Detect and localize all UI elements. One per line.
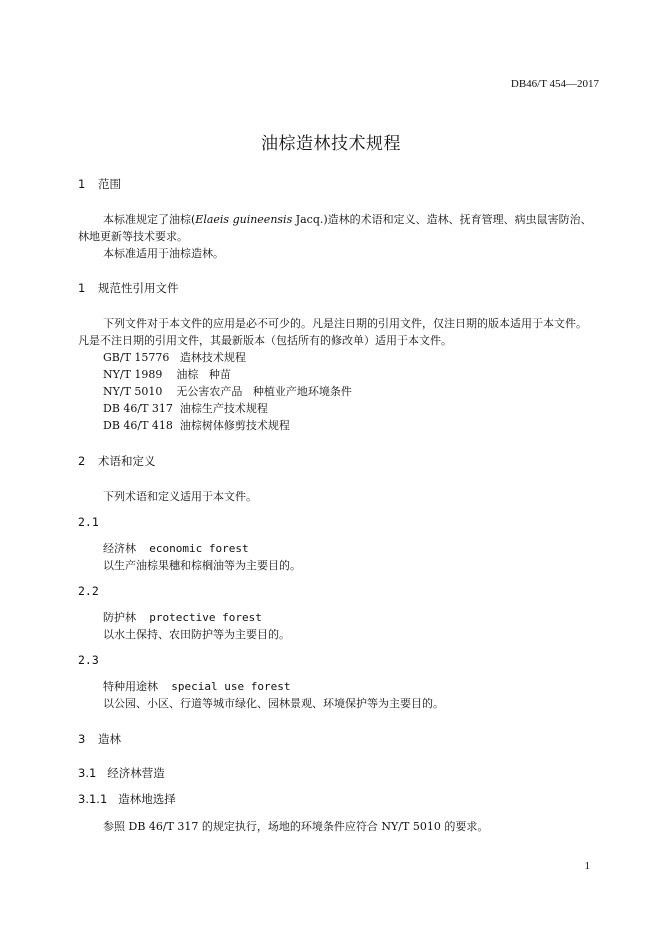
paragraph-line: 参照 DB 46/T 317 的规定执行，场地的环境条件应符合 NY/T 5010 的要求。 xyxy=(103,820,489,833)
text-run: 本标准规定了油棕( xyxy=(103,213,196,226)
section-heading-afforestation xyxy=(78,731,121,747)
term-number: 2.1 xyxy=(78,515,99,529)
term-definition: 以水土保持、农田防护等为主要目的。 xyxy=(103,628,290,641)
term-title: 防护林 protective forest xyxy=(103,611,262,624)
paragraph-line: 下列文件对于本文件的应用是必不可少的。凡是注日期的引用文件，仅注日期的版本适用于本文件。 xyxy=(103,317,587,330)
section-number: 1 xyxy=(78,177,86,191)
section-title: 术语和定义 xyxy=(98,454,156,468)
document-title: 油棕造林技术规程 xyxy=(261,134,401,154)
section-number: 3 xyxy=(78,732,86,746)
section-heading-scope xyxy=(78,176,121,192)
term-title: 经济林 economic forest xyxy=(103,542,249,555)
paragraph-line: 凡是不注日期的引用文件，其最新版本（包括所有的修改单）适用于本文件。 xyxy=(78,334,452,347)
section-title: 范围 xyxy=(98,177,121,191)
section-title: 造林 xyxy=(98,732,121,746)
paragraph-line: 林地更新等技术要求。 xyxy=(78,230,188,243)
term-number: 2.3 xyxy=(78,653,99,667)
paragraph-line xyxy=(103,211,592,227)
page-number: 1 xyxy=(584,860,590,872)
term-title: 特种用途林 special use forest xyxy=(103,680,291,693)
reference-item: NY/T 5010 无公害农产品 种植业产地环境条件 xyxy=(103,385,352,398)
text-run: Jacq.)造林的术语和定义、造林、抚育管理、病虫鼠害防治、 xyxy=(292,213,592,226)
standard-number: DB46/T 454—2017 xyxy=(510,78,599,90)
paragraph-line: 下列术语和定义适用于本文件。 xyxy=(103,490,257,503)
reference-item: NY/T 1989 油棕 种苗 xyxy=(103,368,231,381)
reference-item: DB 46/T 317 油棕生产技术规程 xyxy=(103,402,268,415)
section-number: 1 xyxy=(78,281,86,295)
term-number: 2.2 xyxy=(78,584,99,598)
section-heading-normative-references xyxy=(78,280,179,296)
section-number: 2 xyxy=(78,454,86,468)
reference-item: DB 46/T 418 油棕树体修剪技术规程 xyxy=(103,419,290,432)
term-definition: 以生产油棕果穗和棕榈油等为主要目的。 xyxy=(103,559,301,572)
subsubsection-heading: 3.1.1 造林地选择 xyxy=(78,792,176,806)
section-heading-terms xyxy=(78,453,156,469)
latin-name: Elaeis guineensis xyxy=(195,213,293,226)
paragraph-line: 本标准适用于油棕造林。 xyxy=(103,247,224,260)
section-title: 规范性引用文件 xyxy=(98,281,179,295)
reference-item: GB/T 15776 造林技术规程 xyxy=(103,351,246,364)
subsection-heading: 3.1 经济林营造 xyxy=(78,766,165,780)
term-definition: 以公园、小区、行道等城市绿化、园林景观、环境保护等为主要目的。 xyxy=(103,697,444,710)
